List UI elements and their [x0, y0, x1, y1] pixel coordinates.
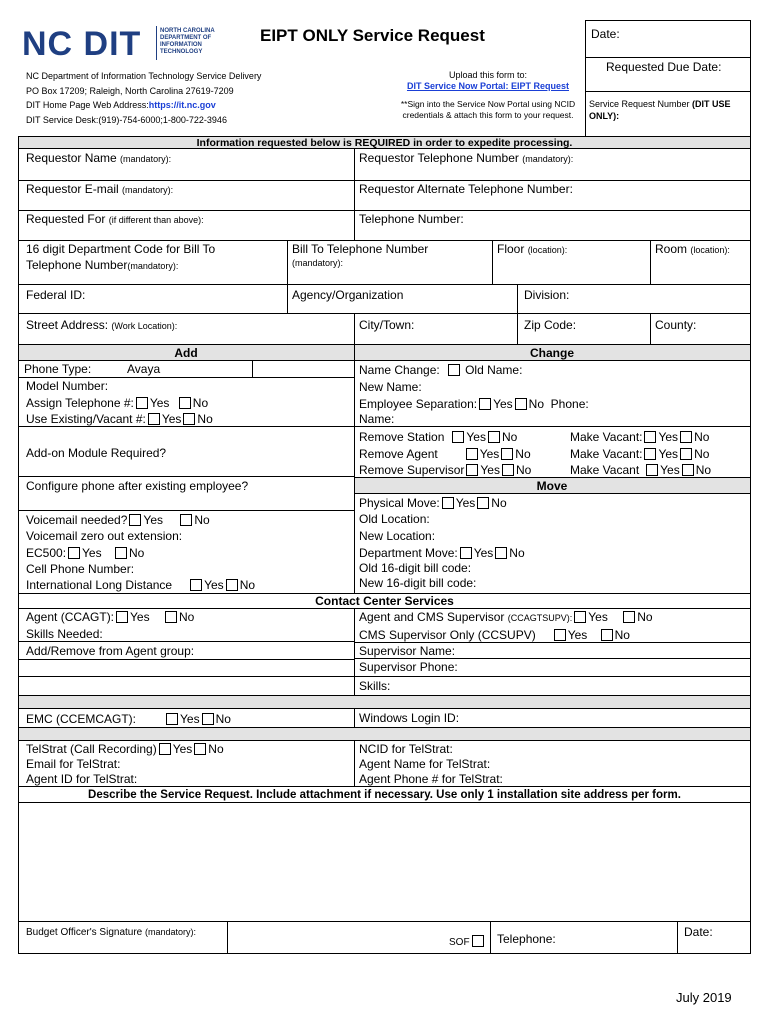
- skills-needed-label[interactable]: Skills Needed:: [26, 627, 103, 641]
- address-line-4: DIT Service Desk:(919)-754-6000;1-800-722-3946: [26, 115, 227, 125]
- agent-yes-checkbox[interactable]: [116, 611, 128, 623]
- rn-text: Requestor Name: [26, 151, 121, 165]
- intl-no-checkbox[interactable]: [226, 579, 238, 591]
- existing-no-checkbox[interactable]: [183, 413, 195, 425]
- opt-no: No: [128, 546, 145, 560]
- opt-yes: Yes: [143, 513, 163, 527]
- opt-yes: Yes: [658, 430, 679, 444]
- opt-yes: Yes: [149, 396, 170, 410]
- emp-sep-no-checkbox[interactable]: [515, 398, 527, 410]
- srn-text: Service Request Number: [589, 99, 693, 109]
- requestor-name-label[interactable]: [26, 151, 171, 166]
- street-address-label[interactable]: [26, 318, 177, 333]
- re-m: (mandatory):: [122, 185, 174, 195]
- floor-m: (location):: [527, 245, 568, 255]
- srn-bold: (DIT USE ONLY):: [589, 99, 731, 121]
- budget-m: (mandatory):: [145, 927, 197, 937]
- opt-no: No: [197, 412, 213, 426]
- opt-yes: Yes: [455, 496, 476, 510]
- agent-ccagt-row: [26, 610, 194, 624]
- footer-date-label[interactable]: Date:: [684, 925, 713, 939]
- agency-label[interactable]: Agency/Organization: [292, 288, 404, 302]
- remove-super-label: Remove Supervisor: [359, 463, 465, 477]
- zip-label[interactable]: Zip Code:: [524, 318, 577, 332]
- ec500-yes-checkbox[interactable]: [68, 547, 80, 559]
- assign-yes-checkbox[interactable]: [136, 397, 148, 409]
- ncid-telstrat-label[interactable]: NCID for TelStrat:: [359, 742, 453, 756]
- dept-move-label: Department Move:: [359, 546, 458, 560]
- street-m: (Work Location):: [111, 321, 178, 331]
- intl-label: International Long Distance: [26, 578, 173, 592]
- opt-no: No: [515, 447, 531, 461]
- name-change-label: Name Change:: [359, 363, 440, 377]
- nc-dit-logo: [22, 24, 222, 64]
- sof-checkbox[interactable]: [472, 935, 484, 947]
- telstrat-no-checkbox[interactable]: [194, 743, 206, 755]
- cms-only-yes-checkbox[interactable]: [554, 629, 566, 641]
- floor-label[interactable]: [497, 242, 567, 257]
- re-text: Requestor E-mail: [26, 182, 123, 196]
- city-label[interactable]: City/Town:: [359, 318, 415, 332]
- street-text: Street Address:: [26, 318, 112, 332]
- telstrat-label: TelStrat (Call Recording): [26, 742, 157, 756]
- opt-yes: Yes: [130, 610, 150, 624]
- mv2-no-checkbox[interactable]: [680, 448, 692, 460]
- existing-label: Use Existing/Vacant #:: [26, 412, 146, 426]
- cms-only-label: CMS Supervisor Only (CCSUPV): [359, 628, 536, 642]
- voicemail-row: [26, 513, 210, 527]
- opt-no: No: [528, 397, 544, 411]
- requestor-alt-phone-label[interactable]: Requestor Alternate Telephone Number:: [359, 182, 573, 196]
- service-request-number-label: [589, 98, 749, 122]
- mv3-yes-checkbox[interactable]: [646, 464, 658, 476]
- telstrat-yes-checkbox[interactable]: [159, 743, 171, 755]
- address-line-2: PO Box 17209; Raleigh, North Carolina 27619-7209: [26, 86, 234, 96]
- form-title: EIPT ONLY Service Request: [260, 26, 485, 45]
- employee-separation-row: [359, 397, 589, 411]
- opt-yes: Yes: [658, 447, 679, 461]
- name-change-checkbox[interactable]: [448, 364, 460, 376]
- agent-label: Agent (CCAGT):: [26, 610, 115, 624]
- county-label[interactable]: County:: [655, 318, 697, 332]
- opt-yes: Yes: [466, 430, 486, 444]
- use-existing-row: [26, 412, 213, 426]
- configure-phone-label[interactable]: Configure phone after existing employee?: [26, 479, 249, 493]
- opt-no: No: [194, 513, 210, 527]
- bill-to-phone-label[interactable]: Bill To Telephone Number: [292, 242, 429, 256]
- budget-signature-label[interactable]: [26, 925, 196, 940]
- email-telstrat-label[interactable]: Email for TelStrat:: [26, 757, 121, 771]
- remove-super-yes-checkbox[interactable]: [466, 464, 478, 476]
- voicemail-yes-checkbox[interactable]: [129, 514, 141, 526]
- dc2-text: Telephone Number: [26, 258, 128, 272]
- description-textarea[interactable]: [19, 803, 750, 921]
- remove-station-no-checkbox[interactable]: [488, 431, 500, 443]
- required-note: Information requested below is REQUIRED in order to expedite processing.: [196, 137, 573, 149]
- mv3-label: Make Vacant: [570, 463, 640, 477]
- requestor-phone-label[interactable]: [359, 151, 573, 166]
- old-location-label[interactable]: Old Location:: [359, 512, 430, 526]
- opt-yes: Yes: [479, 447, 500, 461]
- requestor-email-label[interactable]: [26, 182, 173, 197]
- agent-cms-code: (CCAGTSUPV):: [507, 613, 573, 623]
- opt-no: No: [178, 610, 195, 624]
- opt-no: No: [239, 578, 256, 592]
- telephone-number-label[interactable]: Telephone Number:: [359, 212, 464, 226]
- skills-label[interactable]: Skills:: [359, 679, 391, 693]
- agent-cms-row: [359, 610, 653, 625]
- mv2-label: Make Vacant:: [570, 447, 643, 461]
- opt-no: No: [637, 610, 653, 624]
- sign-note-1: **Sign into the Service Now Portal using NCID: [400, 99, 576, 109]
- phone-type-label: Phone Type:: [24, 362, 92, 376]
- add-heading: Add: [174, 346, 198, 360]
- cms-only-no-checkbox[interactable]: [601, 629, 613, 641]
- assign-telephone-row: [26, 396, 208, 410]
- rf-text: Requested For: [26, 212, 109, 226]
- opt-no: No: [695, 463, 712, 477]
- dept-code-label-2: [26, 258, 178, 273]
- windows-login-label[interactable]: Windows Login ID:: [359, 711, 460, 725]
- opt-yes: Yes: [180, 712, 200, 726]
- opt-no: No: [491, 496, 507, 510]
- mv2-yes-checkbox[interactable]: [644, 448, 656, 460]
- emc-row: [26, 712, 231, 726]
- intl-yes-checkbox[interactable]: [190, 579, 202, 591]
- opt-yes: Yes: [588, 610, 608, 624]
- emc-yes-checkbox[interactable]: [166, 713, 178, 725]
- name-change-row: [359, 363, 522, 377]
- rp-text: Requestor Telephone Number: [359, 151, 523, 165]
- opt-no: No: [215, 712, 231, 726]
- supervisor-phone-label[interactable]: Supervisor Phone:: [359, 660, 458, 674]
- version-date: July 2019: [676, 990, 732, 1005]
- opt-yes: Yes: [82, 546, 102, 560]
- assign-label: Assign Telephone #:: [26, 396, 134, 410]
- mv1-label: Make Vacant:: [570, 430, 643, 444]
- opt-yes: Yes: [204, 578, 224, 592]
- agent-no-checkbox[interactable]: [165, 611, 177, 623]
- agent-id-telstrat-label[interactable]: Agent ID for TelStrat:: [26, 772, 138, 786]
- remove-station-label: Remove Station: [359, 430, 445, 444]
- agent-cms-no-checkbox[interactable]: [623, 611, 635, 623]
- make-vacant-row-3: [570, 463, 711, 477]
- address-line-3: [26, 98, 216, 112]
- rf-m: (if different than above):: [108, 215, 204, 225]
- bill-to-mandatory: (mandatory):: [292, 258, 344, 268]
- remove-agent-row: [359, 447, 531, 461]
- emc-label: EMC (CCEMCAGT):: [26, 712, 136, 726]
- ec500-row: [26, 546, 144, 560]
- federal-id-label[interactable]: Federal ID:: [26, 288, 86, 302]
- opt-no: No: [515, 463, 532, 477]
- make-vacant-row-1: [570, 430, 709, 444]
- physical-move-row: [359, 496, 507, 510]
- old-bill-code-label[interactable]: Old 16-digit bill code:: [359, 561, 472, 575]
- opt-no: No: [614, 628, 630, 642]
- sign-note-2: credentials & attach this form to your request.: [402, 110, 574, 120]
- budget-text: Budget Officer's Signature: [26, 927, 146, 938]
- opt-no: No: [509, 546, 525, 560]
- mv1-no-checkbox[interactable]: [680, 431, 692, 443]
- phone-type-value[interactable]: Avaya: [127, 362, 161, 376]
- existing-yes-checkbox[interactable]: [148, 413, 160, 425]
- voicemail-zero-out-label[interactable]: Voicemail zero out extension:: [26, 529, 183, 543]
- agent-cms-yes-checkbox[interactable]: [574, 611, 586, 623]
- remove-station-row: [359, 430, 517, 444]
- opt-yes: Yes: [172, 742, 193, 756]
- division-label[interactable]: Division:: [524, 288, 570, 302]
- cms-only-row: [359, 628, 630, 642]
- logo-divider: [156, 26, 157, 60]
- old-name-label: Old Name:: [465, 363, 523, 377]
- make-vacant-row-2: [570, 447, 709, 461]
- opt-yes: Yes: [493, 397, 513, 411]
- home-page-label: DIT Home Page Web Address:: [26, 100, 149, 110]
- room-label[interactable]: [655, 242, 730, 257]
- telstrat-row: [26, 742, 224, 756]
- upload-label: Upload this form to:: [448, 70, 528, 80]
- model-number-label[interactable]: Model Number:: [26, 379, 109, 393]
- voicemail-label: Voicemail needed?: [26, 513, 128, 527]
- opt-yes: Yes: [567, 628, 588, 642]
- ec500-label: EC500:: [26, 546, 67, 560]
- add-remove-agent-label[interactable]: Add/Remove from Agent group:: [26, 644, 195, 658]
- intl-ld-row: [26, 578, 255, 592]
- floor-text: Floor: [497, 242, 528, 256]
- opt-yes: Yes: [480, 463, 500, 477]
- ec500-no-checkbox[interactable]: [115, 547, 127, 559]
- agent-name-telstrat-label[interactable]: Agent Name for TelStrat:: [359, 757, 491, 771]
- rn-m: (mandatory):: [120, 154, 172, 164]
- sof-label: SOF: [449, 937, 470, 948]
- assign-no-checkbox[interactable]: [179, 397, 191, 409]
- dept-code-label-1[interactable]: 16 digit Department Code for Bill To: [26, 242, 216, 256]
- opt-yes: Yes: [473, 546, 494, 560]
- new-name-label[interactable]: New Name:: [359, 380, 422, 394]
- emp-sep-name-label[interactable]: Name:: [359, 412, 395, 426]
- rp-m: (mandatory):: [522, 154, 574, 164]
- agent-cms-label: Agent and CMS Supervisor: [359, 610, 508, 624]
- physical-no-checkbox[interactable]: [477, 497, 489, 509]
- home-page-link[interactable]: https://it.nc.gov: [148, 100, 216, 110]
- dept-move-no-checkbox[interactable]: [495, 547, 507, 559]
- sof-row: [449, 935, 486, 950]
- opt-no: No: [501, 430, 518, 444]
- room-m: (location):: [690, 245, 730, 255]
- emp-sep-yes-checkbox[interactable]: [479, 398, 491, 410]
- supervisor-name-label[interactable]: Supervisor Name:: [359, 644, 456, 658]
- footer-telephone-label[interactable]: Telephone:: [497, 932, 556, 946]
- opt-yes: Yes: [660, 463, 680, 477]
- opt-no: No: [208, 742, 224, 756]
- emp-sep-label: Employee Separation:: [359, 397, 478, 411]
- remove-agent-no-checkbox[interactable]: [501, 448, 513, 460]
- opt-no: No: [694, 447, 710, 461]
- agent-phone-telstrat-label[interactable]: Agent Phone # for TelStrat:: [359, 772, 503, 786]
- remove-supervisor-row: [359, 463, 531, 477]
- voicemail-no-checkbox[interactable]: [180, 514, 192, 526]
- emc-no-checkbox[interactable]: [202, 713, 214, 725]
- describe-heading: Describe the Service Request. Include attachment if necessary. Use only 1 installation site address per form.: [88, 789, 681, 801]
- address-line-1: NC Department of Information Technology Service Delivery: [26, 71, 262, 81]
- dc2-m: (mandatory):: [127, 261, 179, 271]
- new-location-label[interactable]: New Location:: [359, 529, 436, 543]
- date-label[interactable]: Date:: [591, 27, 620, 41]
- department-move-row: [359, 546, 525, 560]
- logo-subtext: NORTH CAROLINA DEPARTMENT OF INFORMATION TECHNOLOGY: [160, 28, 215, 55]
- contact-center-heading: Contact Center Services: [315, 594, 454, 608]
- upload-link[interactable]: DIT Service Now Portal: EIPT Request: [406, 81, 570, 91]
- new-bill-code-label[interactable]: New 16-digit bill code:: [359, 576, 477, 590]
- addon-module-label[interactable]: Add-on Module Required?: [26, 446, 167, 460]
- room-text: Room: [655, 242, 691, 256]
- move-heading: Move: [536, 479, 568, 493]
- dept-move-yes-checkbox[interactable]: [460, 547, 472, 559]
- due-date-label[interactable]: Requested Due Date:: [606, 60, 722, 74]
- change-heading: Change: [529, 346, 574, 360]
- remove-super-no-checkbox[interactable]: [502, 464, 514, 476]
- emp-sep-phone-label: Phone:: [550, 397, 589, 411]
- physical-move-label: Physical Move:: [359, 496, 440, 510]
- cell-phone-label[interactable]: Cell Phone Number:: [26, 562, 135, 576]
- requested-for-label[interactable]: [26, 212, 204, 227]
- remove-agent-yes-checkbox[interactable]: [466, 448, 478, 460]
- mv3-no-checkbox[interactable]: [682, 464, 694, 476]
- remove-agent-label: Remove Agent: [359, 447, 438, 461]
- logo-wordmark: NC DIT: [22, 25, 142, 63]
- mv1-yes-checkbox[interactable]: [644, 431, 656, 443]
- opt-yes: Yes: [161, 412, 182, 426]
- opt-no: No: [694, 430, 710, 444]
- opt-no: No: [192, 396, 209, 410]
- remove-station-yes-checkbox[interactable]: [452, 431, 464, 443]
- physical-yes-checkbox[interactable]: [442, 497, 454, 509]
